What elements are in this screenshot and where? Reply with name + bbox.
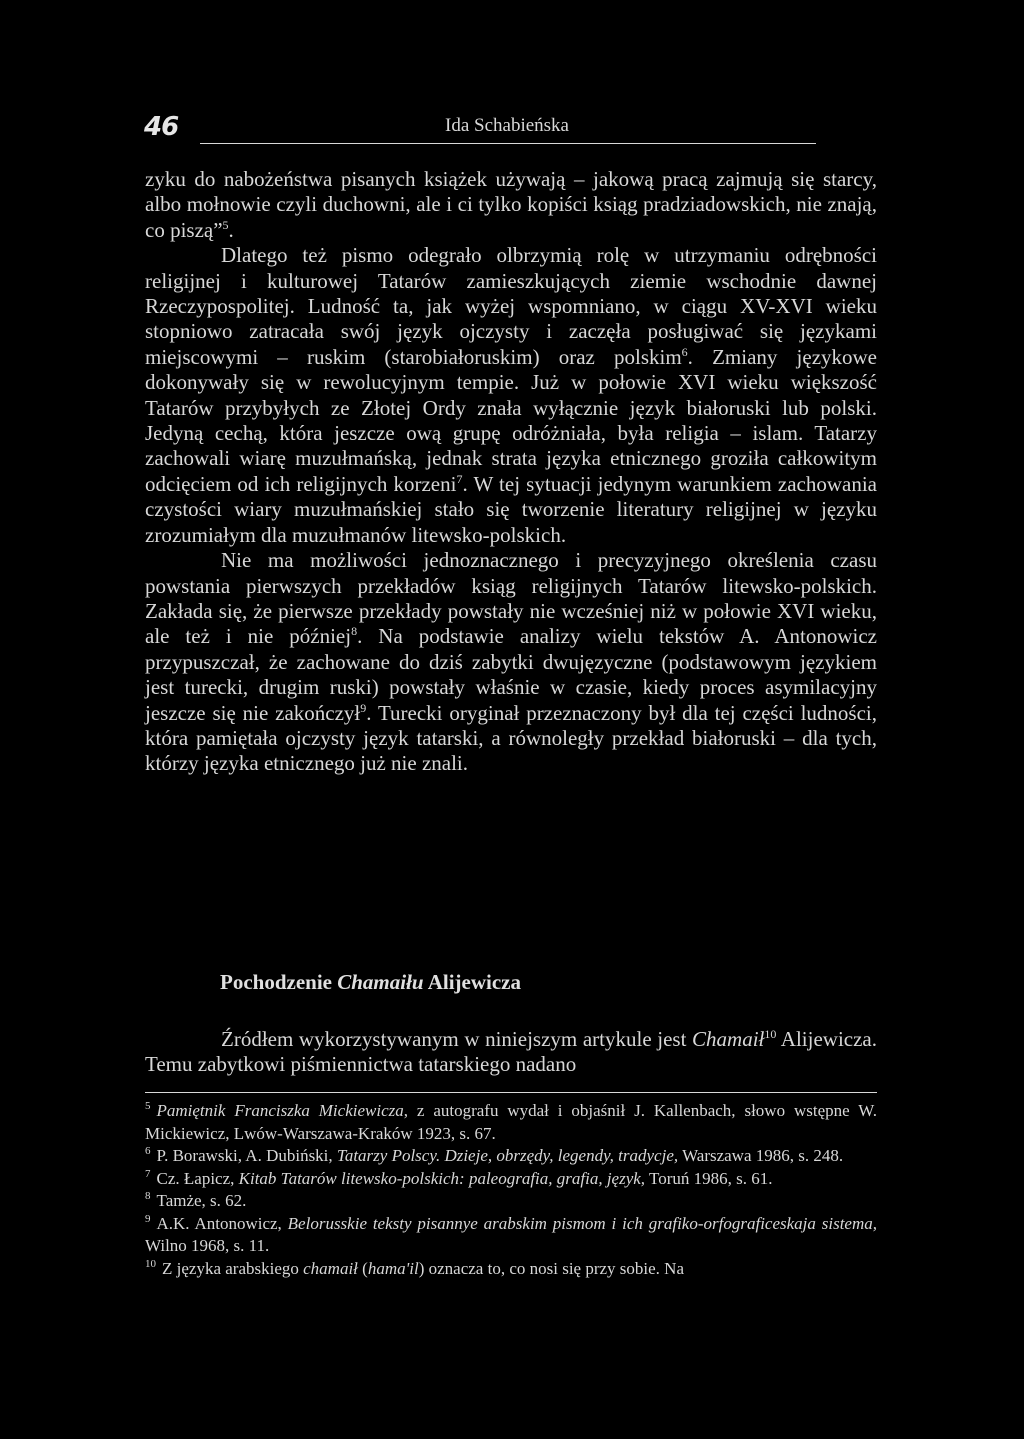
footnote-italic: hama'il bbox=[367, 1258, 419, 1278]
paragraph-text: . Turecki oryginał przeznaczony był dla tej części ludności, która pamiętała ojczysty język tatarski, a równoległy przekład białoruski – dla tych, którzy języka etnicznego już nie znali. bbox=[145, 700, 878, 776]
footnote-italic: chamaił bbox=[303, 1258, 358, 1278]
footnote-text: Tamże, s. 62. bbox=[156, 1191, 247, 1210]
footnote-italic: Belorusskie teksty pisannye arabskim pismom i ich grafiko-orfograficeskaja sistema, bbox=[287, 1213, 877, 1233]
footnote-8 bbox=[145, 1190, 877, 1213]
footnote-text: Wilno 1968, s. 11. bbox=[145, 1236, 270, 1255]
page-number: 46 bbox=[144, 112, 179, 142]
footnote-text: Toruń 1986, s. 61. bbox=[645, 1168, 773, 1188]
footnote-ref-7: 7 bbox=[456, 471, 463, 486]
paragraph-text: . bbox=[228, 217, 234, 242]
footnote-number: 10 bbox=[145, 1257, 156, 1270]
paragraph-continuation bbox=[145, 167, 877, 243]
footnote-number: 6 bbox=[145, 1145, 151, 1158]
footnote-text: A.K. Antonowicz, bbox=[156, 1213, 288, 1233]
header-rule bbox=[200, 143, 816, 144]
section-heading bbox=[220, 970, 521, 995]
paragraph-text: zyku do nabożeństwa pisanych książek używają – jakową pracą zajmują się starcy, albo mołnowie czyli duchowni, ale i ci tylko kopiści ksiąg pradziadowskich, nie znają, co piszą” bbox=[145, 167, 877, 242]
paragraph bbox=[145, 1027, 877, 1078]
footnote-text: Warszawa 1986, s. 248. bbox=[678, 1146, 844, 1165]
footnote-ref-5: 5 bbox=[222, 217, 229, 232]
footnote-italic: Kitab Tatarów litewsko-polskich: paleografia, grafia, język, bbox=[238, 1168, 646, 1188]
paragraph-text: Nie ma możliwości jednoznacznego i precyzyjnego określenia czasu powstania pierwszych przekładów ksiąg religijnych Tatarów litewsko-polskich. Zakłada się, że pierwsze przekłady powstały nie wcześniej niż w połowie XVI wieku, ale też i nie później bbox=[145, 548, 877, 649]
main-text bbox=[145, 167, 877, 777]
footnote-rule bbox=[145, 1092, 877, 1093]
footnote-text: Z języka arabskiego bbox=[162, 1258, 304, 1278]
paragraph-text: Źródłem wykorzystywanym w niniejszym artykule jest bbox=[221, 1027, 693, 1051]
footnotes bbox=[145, 1100, 877, 1280]
footnote-number: 7 bbox=[145, 1167, 151, 1180]
footnote-9 bbox=[145, 1213, 877, 1258]
heading-italic-text: Chamaiłu bbox=[337, 970, 424, 994]
paragraph-text: Alijewicza. Temu zabytkowi piśmiennictwa tatarskiego nadano bbox=[145, 1027, 878, 1077]
paragraph bbox=[145, 548, 877, 777]
paragraph-text: . Na podstawie analizy wielu tekstów A. Antonowicz przypuszczał, że zachowane do dziś zabytki dwujęzyczne (podstawowym językiem jest turecki, drugim ruski) powstały właśnie w czasie, kiedy proces asymilacyjny jeszcze się nie zakończył bbox=[145, 624, 877, 725]
footnote-text: Cz. Łapicz, bbox=[156, 1168, 239, 1188]
running-header-author: Ida Schabieńska bbox=[445, 115, 569, 136]
paragraph-text: . Zmiany językowe dokonywały się w rewolucyjnym tempie. Już w połowie XVI wieku większość Tatarów przybyłych ze Złotej Ordy znała wyłącznie język białoruski lub polski. Jedyną cechą, która jeszcze ową grupę odróżniała, była religia – islam. Tatarzy zachowali wiarę muzułmańską, jednak strata języka etnicznego groziła całkowitym odcięciem od ich religijnych korzeni bbox=[145, 344, 877, 496]
heading-text: Pochodzenie bbox=[220, 970, 338, 994]
footnote-6 bbox=[145, 1145, 877, 1168]
paragraph bbox=[145, 243, 877, 548]
footnote-10 bbox=[145, 1258, 877, 1281]
footnote-text: , z autografu wydał i objaśnił J. Kallenbach, słowo wstępne W. Mickiewicz, Lwów-Warszawa-Kraków 1923, s. 67. bbox=[145, 1101, 877, 1143]
footnote-italic: Tatarzy Polscy. Dzieje, obrzędy, legendy, tradycje, bbox=[336, 1146, 679, 1165]
footnote-5 bbox=[145, 1100, 877, 1145]
section-text bbox=[145, 1027, 877, 1078]
footnote-text: P. Borawski, A. Dubiński, bbox=[156, 1146, 337, 1165]
footnote-number: 9 bbox=[145, 1212, 151, 1225]
paragraph-text: Dlatego też pismo odegrało olbrzymią rolę w utrzymaniu odrębności religijnej i kulturowej Tatarów zamieszkujących ziemie wschodnie dawnej Rzeczypospolitej. Ludność ta, jak wyżej wspomniano, w ciągu XV-XVI wieku stopniowo zatracała swój język ojczysty i zaczęła posługiwać się językami miejscowymi – ruskim (starobiałoruskim) oraz polskim bbox=[145, 243, 877, 369]
footnote-number: 5 bbox=[145, 1100, 151, 1113]
heading-text: Alijewicza bbox=[423, 970, 521, 994]
footnote-ref-8: 8 bbox=[351, 624, 358, 639]
footnote-ref-10: 10 bbox=[764, 1027, 777, 1041]
footnote-number: 8 bbox=[145, 1190, 151, 1203]
footnote-text: ) oznacza to, co nosi się przy sobie. Na bbox=[418, 1258, 684, 1278]
paragraph-text: . W tej sytuacji jedynym warunkiem zachowania czystości wiary muzułmańskiej stało się tworzenie literatury religijnej w języku zrozumiałym dla muzułmanów litewsko-polskich. bbox=[145, 471, 877, 547]
footnote-italic: Pamiętnik Franciszka Mickiewicza bbox=[156, 1101, 404, 1120]
footnote-text: ( bbox=[357, 1258, 368, 1278]
italic-title: Chamaił bbox=[692, 1027, 765, 1051]
footnote-ref-9: 9 bbox=[360, 700, 367, 715]
footnote-7 bbox=[145, 1168, 877, 1191]
footnote-ref-6: 6 bbox=[681, 344, 688, 359]
